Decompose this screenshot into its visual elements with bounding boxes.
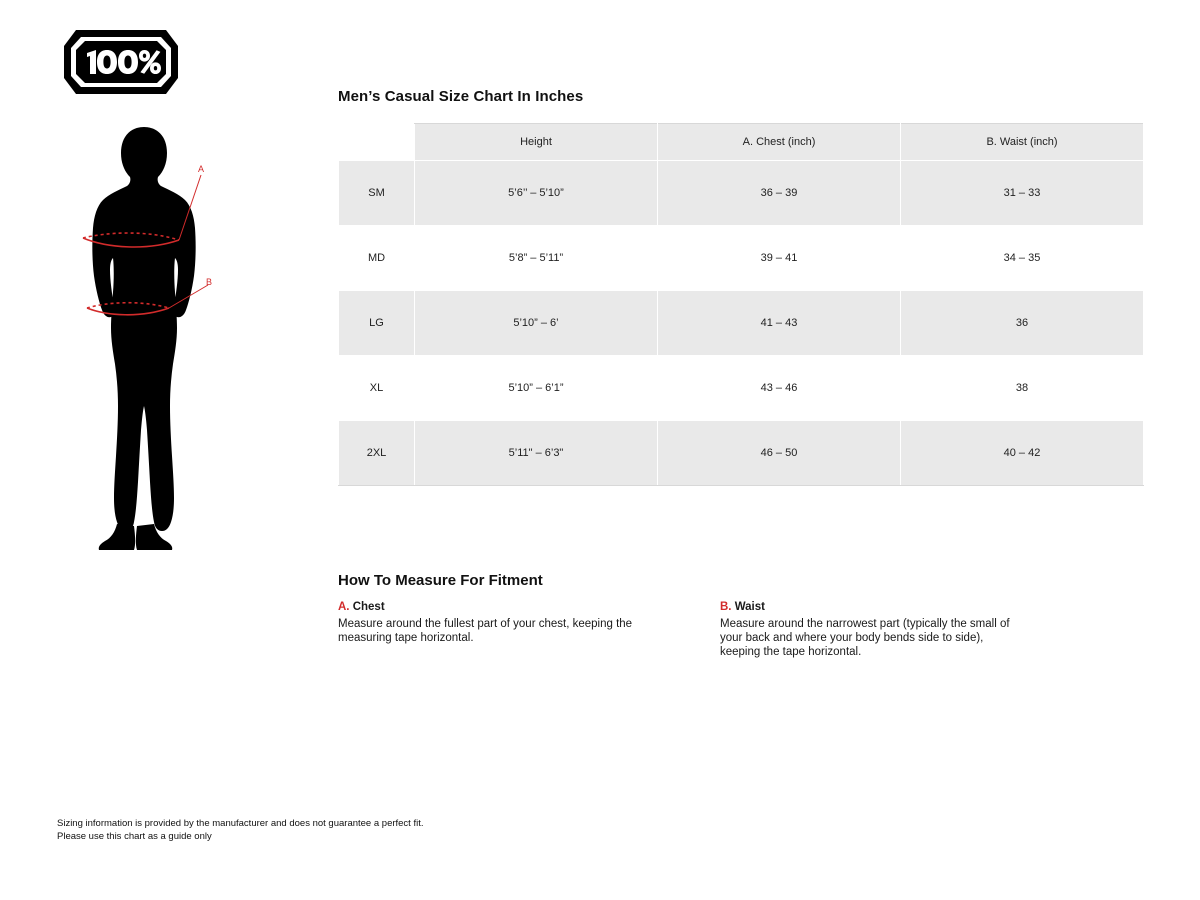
cell-chest: 41 – 43	[658, 291, 901, 356]
how-to-measure-chest-letter: A.	[338, 601, 350, 613]
table-row	[339, 421, 1144, 486]
disclaimer	[57, 817, 424, 843]
table-header-height: Height	[415, 124, 658, 161]
cell-size: MD	[339, 226, 415, 291]
how-to-measure-waist-body: Measure around the narrowest part (typically the small of your back and where your body bends side to side), keeping the tape horizontal.	[720, 618, 1010, 658]
page-title: Men’s Casual Size Chart In Inches	[338, 88, 584, 105]
cell-waist: 36	[901, 291, 1144, 356]
how-to-measure-waist-label: Waist	[731, 601, 765, 613]
cell-height: 5’8” – 5’11”	[415, 226, 658, 291]
cell-chest: 46 – 50	[658, 421, 901, 486]
size-chart-table	[338, 123, 1144, 486]
how-to-measure-chest-body: Measure around the fullest part of your chest, keeping the measuring tape horizontal.	[338, 618, 633, 644]
figure-label-a: A	[198, 164, 205, 174]
table-header-chest: A. Chest (inch)	[658, 124, 901, 161]
cell-chest: 39 – 41	[658, 226, 901, 291]
how-to-measure-chest-label: Chest	[349, 601, 385, 613]
table-header-row	[339, 124, 1144, 161]
cell-size: XL	[339, 356, 415, 421]
cell-waist: 34 – 35	[901, 226, 1144, 291]
brand-logo	[60, 26, 182, 98]
table-row	[339, 161, 1144, 226]
disclaimer-line-2: Please use this chart as a guide only	[57, 831, 212, 842]
cell-height: 5’11" – 6’3"	[415, 421, 658, 486]
cell-height: 5’10” – 6’1”	[415, 356, 658, 421]
table-header	[339, 124, 1144, 161]
table-row	[339, 226, 1144, 291]
table-body	[339, 161, 1144, 486]
cell-waist: 40 – 42	[901, 421, 1144, 486]
cell-height: 5’10” – 6’	[415, 291, 658, 356]
table-row	[339, 356, 1144, 421]
disclaimer-line-1: Sizing information is provided by the manufacturer and does not guarantee a perfect fit.	[57, 818, 424, 829]
body-silhouette-diagram	[55, 120, 235, 550]
how-to-measure-title: How To Measure For Fitment	[338, 572, 543, 589]
cell-chest: 43 – 46	[658, 356, 901, 421]
brand-logo-100-percent-icon	[60, 26, 182, 98]
how-to-measure-chest-heading	[338, 600, 638, 614]
cell-waist: 31 – 33	[901, 161, 1144, 226]
how-to-measure-chest	[338, 600, 638, 645]
figure-label-b: B	[206, 277, 213, 287]
cell-size: 2XL	[339, 421, 415, 486]
how-to-measure-waist-letter: B.	[720, 601, 732, 613]
body-silhouette-icon	[55, 120, 235, 550]
how-to-measure-waist-heading	[720, 600, 1020, 614]
cell-waist: 38	[901, 356, 1144, 421]
table-header-corner	[339, 124, 415, 161]
cell-chest: 36 – 39	[658, 161, 901, 226]
table-row	[339, 291, 1144, 356]
table-header-waist: B. Waist (inch)	[901, 124, 1144, 161]
cell-size: LG	[339, 291, 415, 356]
cell-size: SM	[339, 161, 415, 226]
how-to-measure-waist	[720, 600, 1020, 659]
cell-height: 5’6’’ – 5’10”	[415, 161, 658, 226]
